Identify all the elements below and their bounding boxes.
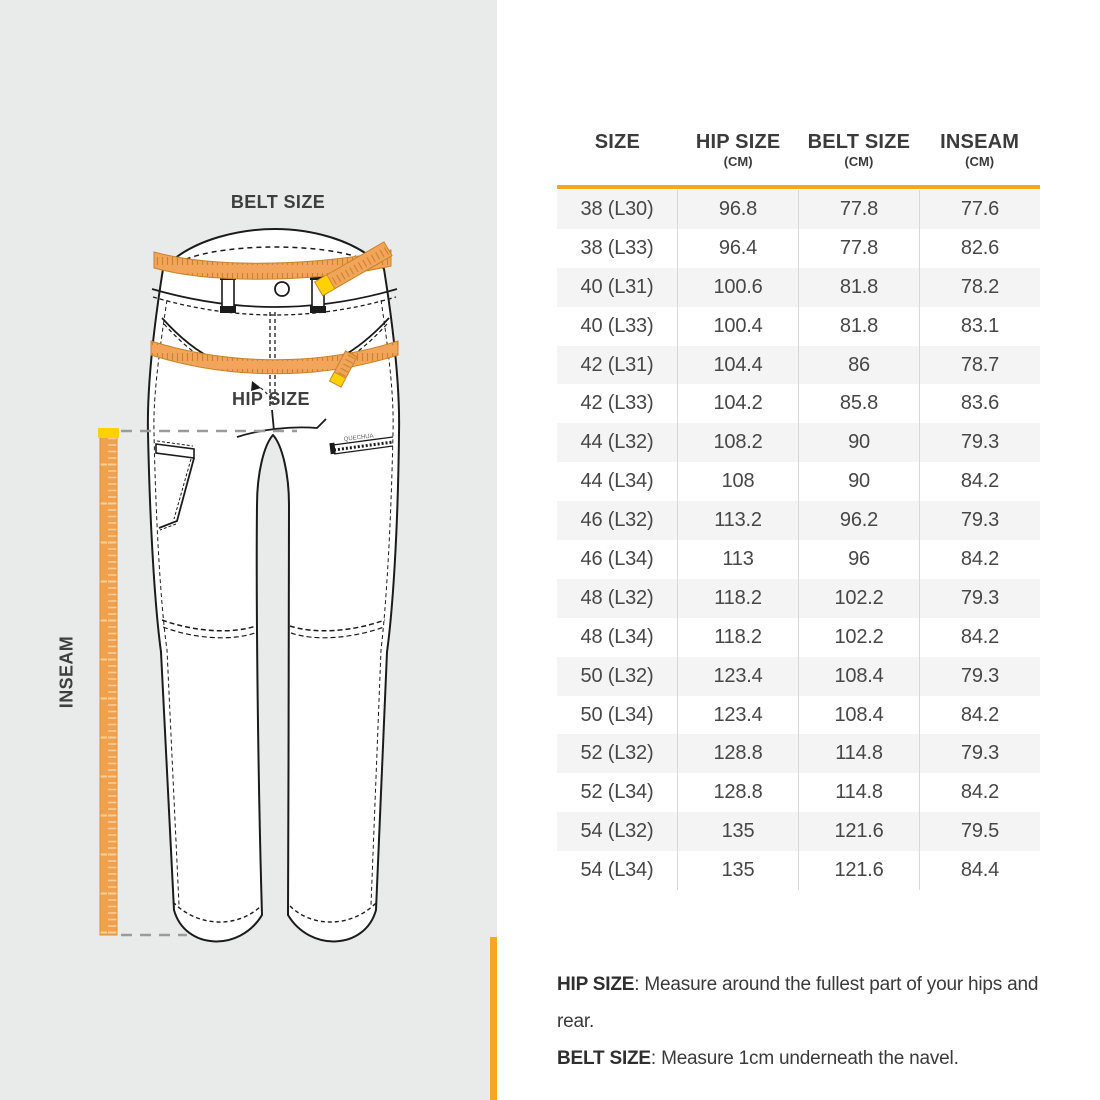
column-header-label: SIZE <box>594 131 640 153</box>
table-cell: 113.2 <box>677 501 798 540</box>
note-text: : Measure 1cm underneath the navel. <box>650 1048 959 1069</box>
table-cell: 96.4 <box>677 229 798 268</box>
brand-label: QUECHUA <box>343 433 375 443</box>
column-header-label: INSEAM <box>940 131 1020 153</box>
table-cell: 84.2 <box>919 696 1040 735</box>
table-cell: 44 (L32) <box>580 431 654 454</box>
table-row <box>557 346 1040 385</box>
table-cell: 108.4 <box>798 696 919 735</box>
table-cell: 79.3 <box>919 579 1040 618</box>
table-cell: 52 (L34) <box>580 781 654 804</box>
header-rule <box>557 185 1040 189</box>
note-line <box>557 1040 1057 1077</box>
note-text: : Measure around the fullest part of your hips and rear. <box>557 974 1039 1032</box>
table-cell: 81.8 <box>798 307 919 346</box>
note-term: HIP SIZE <box>557 974 635 995</box>
table-cell: 50 (L32) <box>580 664 654 687</box>
table-cell: 96.2 <box>798 501 919 540</box>
table-cell: 54 (L32) <box>580 820 654 843</box>
table-row <box>557 812 1040 851</box>
table-cell: 77.8 <box>798 229 919 268</box>
table-cell: 118.2 <box>677 618 798 657</box>
column-header <box>799 131 920 169</box>
table-cell: 52 (L32) <box>580 742 654 765</box>
table-cell: 78.2 <box>919 268 1040 307</box>
table-cell: 96.8 <box>677 190 798 229</box>
ruler-cap <box>98 428 119 438</box>
table-cell: 81.8 <box>798 268 919 307</box>
table-cell: 85.8 <box>798 384 919 423</box>
hip-size-label: HIP SIZE <box>232 389 310 409</box>
table-cell: 104.4 <box>677 346 798 385</box>
table-cell: 86 <box>798 346 919 385</box>
table-cell: 50 (L34) <box>580 703 654 726</box>
table-cell: 102.2 <box>798 579 919 618</box>
table-cell: 48 (L34) <box>580 625 654 648</box>
table-cell: 128.8 <box>677 734 798 773</box>
measurement-notes <box>557 966 1057 1077</box>
table-cell: 79.3 <box>919 423 1040 462</box>
table-cell: 84.2 <box>919 540 1040 579</box>
table-cell: 123.4 <box>677 657 798 696</box>
size-table-header-row <box>557 131 1040 169</box>
table-cell: 42 (L33) <box>580 392 654 415</box>
table-cell: 83.6 <box>919 384 1040 423</box>
note-term: BELT SIZE <box>557 1048 651 1069</box>
size-table-body <box>557 190 1040 890</box>
table-cell: 121.6 <box>798 812 919 851</box>
table-cell: 84.4 <box>919 851 1040 890</box>
table-cell: 84.2 <box>919 462 1040 501</box>
table-cell: 96 <box>798 540 919 579</box>
table-row <box>557 696 1040 735</box>
table-cell: 128.8 <box>677 773 798 812</box>
table-cell: 100.6 <box>677 268 798 307</box>
table-row <box>557 268 1040 307</box>
table-cell: 113 <box>677 540 798 579</box>
table-cell: 83.1 <box>919 307 1040 346</box>
table-cell: 135 <box>677 851 798 890</box>
table-cell: 79.3 <box>919 501 1040 540</box>
pants-outline <box>148 229 399 941</box>
column-header <box>919 131 1040 169</box>
column-header <box>557 131 678 169</box>
table-cell: 79.3 <box>919 734 1040 773</box>
table-cell: 42 (L31) <box>580 353 654 376</box>
table-row <box>557 657 1040 696</box>
table-row <box>557 423 1040 462</box>
table-cell: 82.6 <box>919 229 1040 268</box>
table-row <box>557 734 1040 773</box>
table-cell: 40 (L33) <box>580 314 654 337</box>
table-cell: 77.8 <box>798 190 919 229</box>
column-header <box>678 131 799 169</box>
table-cell: 46 (L32) <box>580 509 654 532</box>
table-cell: 108 <box>677 462 798 501</box>
table-cell: 108.2 <box>677 423 798 462</box>
column-header-unit: (CM) <box>723 154 753 169</box>
belt-size-label: BELT SIZE <box>230 192 326 212</box>
table-cell: 84.2 <box>919 618 1040 657</box>
table-cell: 135 <box>677 812 798 851</box>
waist-button <box>275 282 289 296</box>
table-cell: 100.4 <box>677 307 798 346</box>
table-row <box>557 190 1040 229</box>
table-cell: 90 <box>798 462 919 501</box>
table-cell: 78.7 <box>919 346 1040 385</box>
table-row <box>557 307 1040 346</box>
table-cell: 77.6 <box>919 190 1040 229</box>
table-cell: 40 (L31) <box>580 275 654 298</box>
table-cell: 48 (L32) <box>580 586 654 609</box>
table-row <box>557 384 1040 423</box>
table-cell: 84.2 <box>919 773 1040 812</box>
table-cell: 46 (L34) <box>580 547 654 570</box>
table-cell: 102.2 <box>798 618 919 657</box>
inseam-ruler <box>98 428 119 935</box>
column-header-unit: (CM) <box>844 154 874 169</box>
table-row <box>557 773 1040 812</box>
table-cell: 90 <box>798 423 919 462</box>
table-cell: 79.5 <box>919 812 1040 851</box>
table-row <box>557 501 1040 540</box>
table-cell: 44 (L34) <box>580 470 654 493</box>
column-header-label: BELT SIZE <box>807 131 911 153</box>
table-cell: 79.3 <box>919 657 1040 696</box>
pants-measurement-illustration <box>0 0 500 1100</box>
table-row <box>557 851 1040 890</box>
table-row <box>557 229 1040 268</box>
table-cell: 38 (L30) <box>580 197 654 220</box>
table-row <box>557 540 1040 579</box>
table-cell: 118.2 <box>677 579 798 618</box>
table-row <box>557 618 1040 657</box>
table-row <box>557 462 1040 501</box>
table-cell: 108.4 <box>798 657 919 696</box>
column-header-unit: (CM) <box>965 154 995 169</box>
table-cell: 121.6 <box>798 851 919 890</box>
table-cell: 123.4 <box>677 696 798 735</box>
column-header-label: HIP SIZE <box>695 131 781 153</box>
table-cell: 38 (L33) <box>580 236 654 259</box>
table-cell: 104.2 <box>677 384 798 423</box>
note-line <box>557 966 1057 1040</box>
table-cell: 114.8 <box>798 773 919 812</box>
inseam-label: INSEAM <box>56 635 77 709</box>
table-cell: 54 (L34) <box>580 859 654 882</box>
table-cell: 114.8 <box>798 734 919 773</box>
table-row <box>557 579 1040 618</box>
